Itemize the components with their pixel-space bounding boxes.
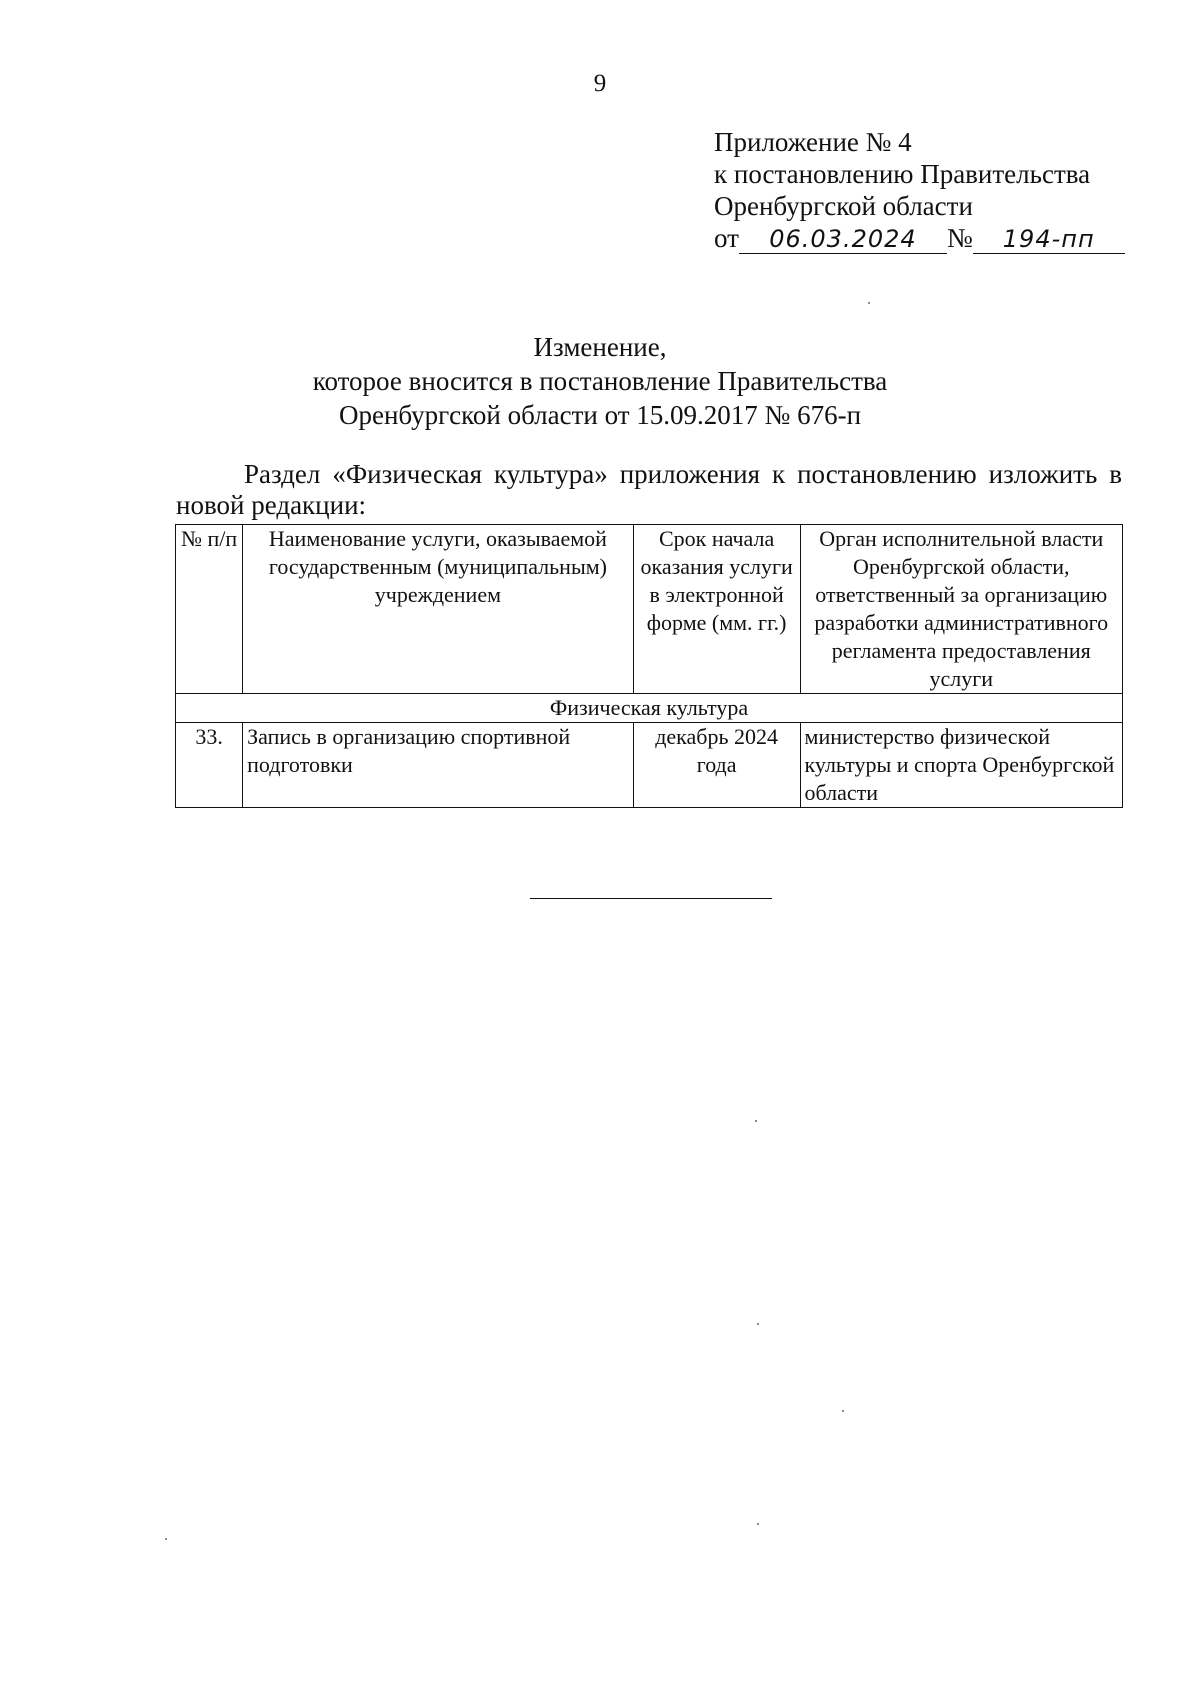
annex-reference: к постановлению Правительства [714, 159, 1091, 189]
section-title: Физическая культура [176, 694, 1123, 723]
header-number: № п/п [176, 525, 243, 694]
scan-speck [165, 1538, 167, 1540]
table-section-row [176, 694, 1123, 723]
table-row [176, 723, 1123, 808]
table-header-row [176, 525, 1123, 694]
scan-speck [755, 1120, 757, 1122]
annex-title: Приложение № 4 [714, 127, 912, 157]
intro-text: Раздел «Физическая культура» приложения к постановлению изложить в новой редакции: [176, 459, 1122, 520]
scan-speck [757, 1523, 759, 1525]
cell-service: Запись в организацию спортивной подготовки [243, 723, 634, 808]
date-prefix: от [714, 223, 739, 253]
document-heading [0, 330, 1200, 432]
scan-speck [842, 1410, 844, 1412]
handwritten-date: 06.03.2024 [739, 225, 947, 254]
header-term: Срок начала оказания услуги в электронной форме (мм. гг.) [633, 525, 800, 694]
cell-term: декабрь 2024 года [633, 723, 800, 808]
header-service: Наименование услуги, оказываемой государственным (муниципальным) учреждением [243, 525, 634, 694]
cell-number: 33. [176, 723, 243, 808]
annex-block [714, 126, 1125, 254]
scan-speck [757, 1323, 759, 1325]
number-prefix: № [946, 223, 973, 253]
intro-paragraph [176, 459, 1122, 521]
heading-reference: Оренбургской области от 15.09.2017 № 676-п [338, 400, 862, 430]
handwritten-number: 194-пп [973, 225, 1125, 254]
heading-subtitle: которое вносится в постановление Правительства [312, 366, 888, 396]
heading-title: Изменение, [533, 332, 667, 362]
annex-region: Оренбургской области [714, 191, 973, 221]
cell-authority: министерство физической культуры и спорта Оренбургской области [800, 723, 1122, 808]
header-authority: Орган исполнительной власти Оренбургской области, ответственный за организацию разработки административного регламента предоставления услуги [800, 525, 1122, 694]
page-number: 9 [593, 70, 607, 97]
annex-date-number [714, 222, 1125, 254]
closing-rule [530, 898, 772, 899]
scan-speck [868, 302, 870, 304]
services-table [175, 524, 1123, 808]
